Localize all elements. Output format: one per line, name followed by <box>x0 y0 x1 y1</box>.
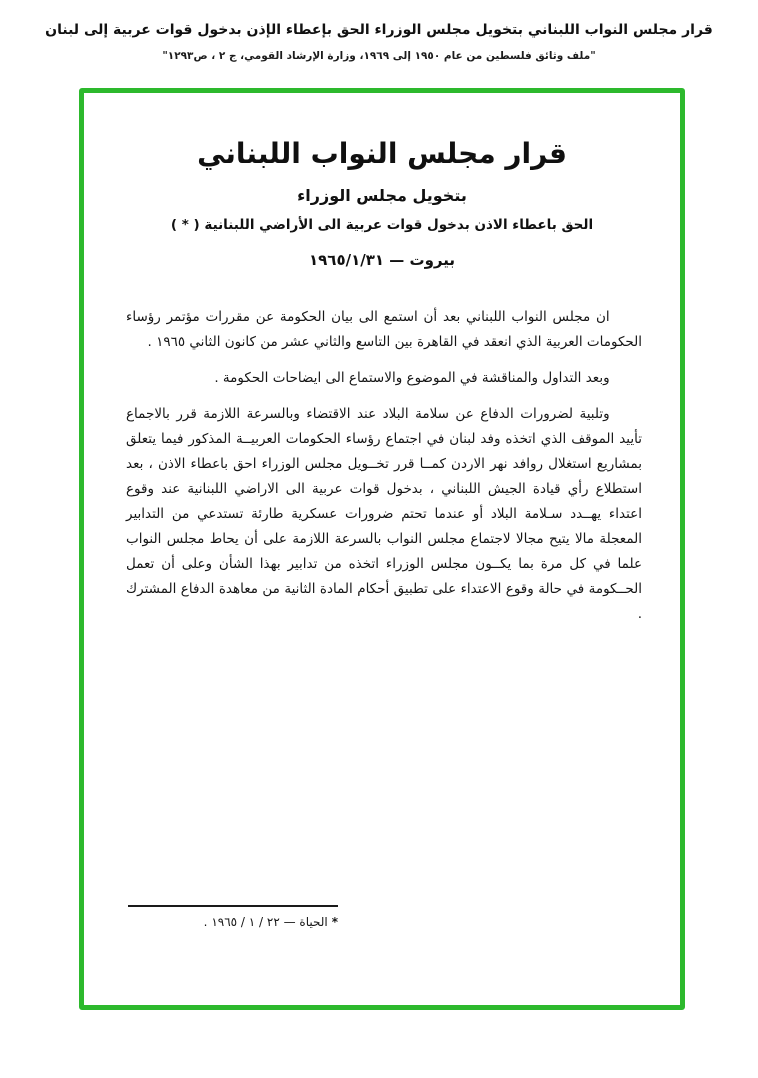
footnote-source: الحياة — ٢٢ / ١ / ١٩٦٥ . <box>203 915 328 929</box>
document-subject-line: الحق باعطاء الاذن بدخول قوات عربية الى الأراضي اللبنانية ( * ) <box>170 217 594 233</box>
green-border-frame <box>79 88 685 1010</box>
body-paragraph: وبعد التداول والمناقشة في الموضوع والاستماع الى ايضاحات الحكومة . <box>214 369 610 386</box>
header-citation-line: "ملف وثائق فلسطين من عام ١٩٥٠ إلى ١٩٦٩، وزارة الإرشاد القومي، ج ٢ ، ص١٢٩٣" <box>162 50 596 62</box>
document-header <box>0 22 758 62</box>
document-date-line: بيروت — ١٩٦٥/١/٣١ <box>309 251 455 269</box>
footnote-divider <box>128 905 338 907</box>
footnote-asterisk: * <box>331 915 338 929</box>
body-paragraph: وتلبية لضرورات الدفاع عن سلامة البلاد عند الاقتضاء وبالسرعة اللازمة قرر بالاجماع تأييد الموقف الذي اتخذه وفد لبنان في اجتماع رؤساء الحكومات العربيــة المذكور فيما يتعلق بمشاريع استغلال روافد نهر الاردن كمــا قرر تخــويل مجلس الوزراء احق باعطاء الاذن ، بعد استطلاع رأي قيادة الجيش اللبناني ، بدخول قوات عربية الى الاراضي اللبنانية عند وقوع اعتداء يهــدد سـلامة البلاد أو عندما تحتم ضرورات عسكرية طارئة تستدعي من التدابير المعجلة مالا يتيح مجالا لاجتماع مجلس النواب بالسرعة اللازمة على أن يحاط مجلس النواب علما في كل مرة بما يكــون مجلس الوزراء اتخذه من تدابير بهذا الشأن وعلى أن تعمل الحــكومة في حالة وقوع الاعتداء على تطبيق أحكام المادة الثانية من معاهدة الدفاع المشترك . <box>126 405 642 622</box>
footnote-block <box>128 905 338 929</box>
document-title: قرار مجلس النواب اللبناني <box>197 137 567 170</box>
body-paragraph: ان مجلس النواب اللبناني بعد أن استمع الى بيان الحكومة عن مقررات مؤتمر رؤساء الحكومات العربية الذي انعقد في القاهرة بين التاسع والثاني عشر من كانون الثاني ١٩٦٥ . <box>126 309 642 350</box>
header-title-line: قرار مجلس النواب اللبناني بتخويل مجلس الوزراء الحق بإعطاء الإذن بدخول قوات عربية إلى لبنان <box>45 22 713 38</box>
document-body <box>126 305 642 627</box>
document-content <box>84 137 680 1049</box>
document-subtitle: بتخويل مجلس الوزراء <box>297 186 467 205</box>
footnote-text <box>128 915 338 929</box>
